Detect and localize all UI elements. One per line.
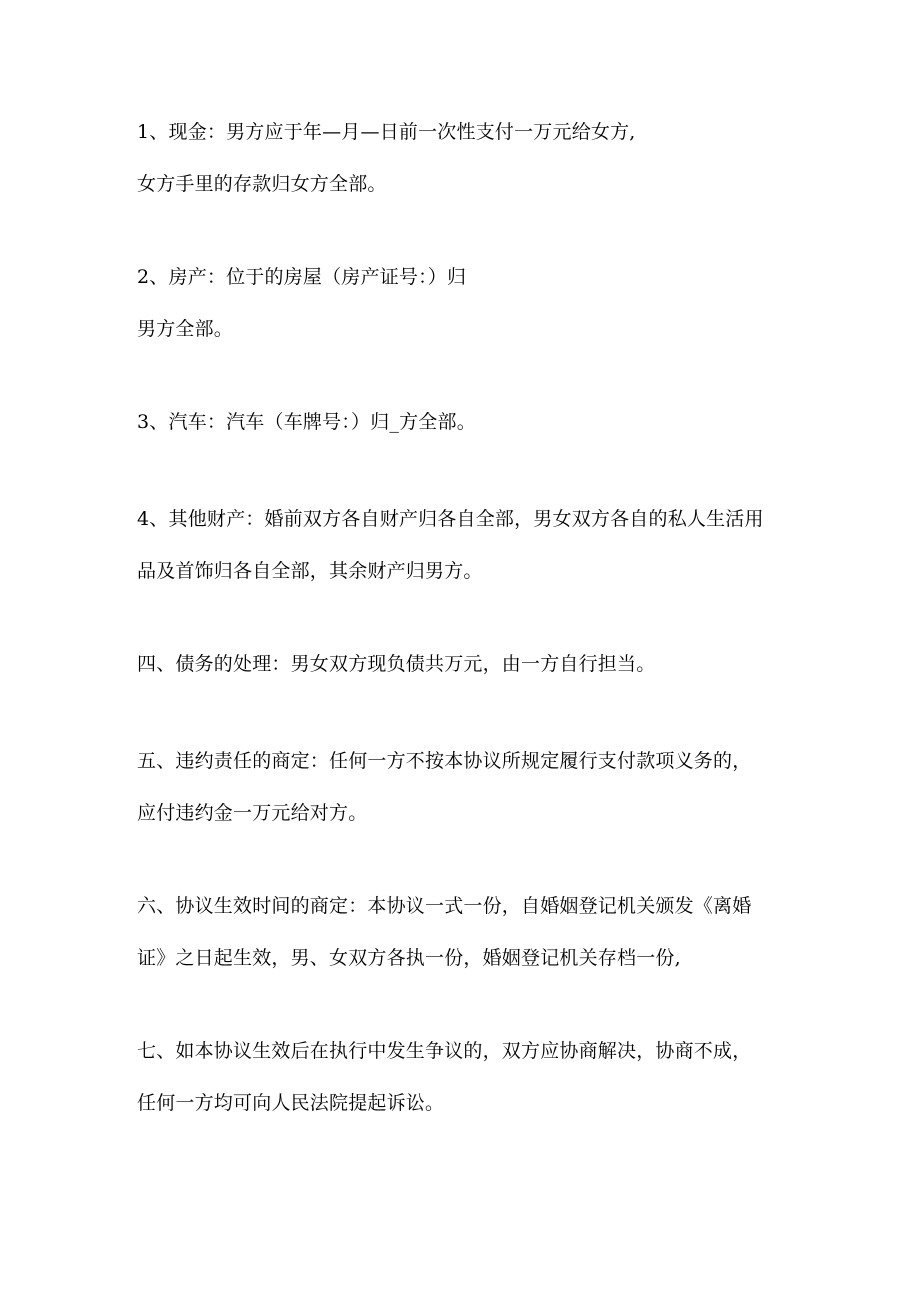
clause-line: 男方全部。 (137, 318, 234, 340)
clause-line: 品及首饰归各自全部，其余财产归男方。 (137, 560, 483, 582)
clause-line: 六、协议生效时间的商定：本协议一式一份，自婚姻登记机关颁发《离婚 (137, 895, 752, 917)
clause-property (137, 264, 787, 342)
clause-breach (137, 748, 787, 826)
clause-line: 3、汽车：汽车（车牌号：）归_方全部。 (137, 411, 476, 433)
clause-line: 七、如本协议生效后在执行中发生争议的，双方应协商解决，协商不成， (137, 1040, 752, 1062)
clause-debts (137, 651, 787, 677)
clause-line: 证》之日起生效，男、女双方各执一份，婚姻登记机关存档一份, (137, 947, 681, 969)
clause-line: 任何一方均可向人民法院提起诉讼。 (137, 1092, 445, 1114)
clause-line: 4、其他财产：婚前双方各自财产归各自全部，男女双方各自的私人生活用 (137, 508, 764, 530)
clause-line: 女方手里的存款归女方全部。 (137, 173, 387, 195)
clause-cash (137, 119, 787, 197)
clause-other-assets (137, 506, 787, 584)
clause-line: 五、违约责任的商定：任何一方不按本协议所规定履行支付款项义务的， (137, 750, 752, 772)
clause-line: 1、现金：男方应于年—月—日前一次性支付一万元给女方, (137, 121, 636, 143)
clause-car (137, 409, 787, 435)
clause-effective-date (137, 893, 787, 971)
clause-line: 四、债务的处理：男女双方现负债共万元，由一方自行担当。 (137, 653, 656, 675)
clause-line: 2、房产：位于的房屋（房产证号：）归 (137, 266, 467, 288)
clause-disputes (137, 1038, 787, 1116)
clause-line: 应付违约金一万元给对方。 (137, 802, 368, 824)
